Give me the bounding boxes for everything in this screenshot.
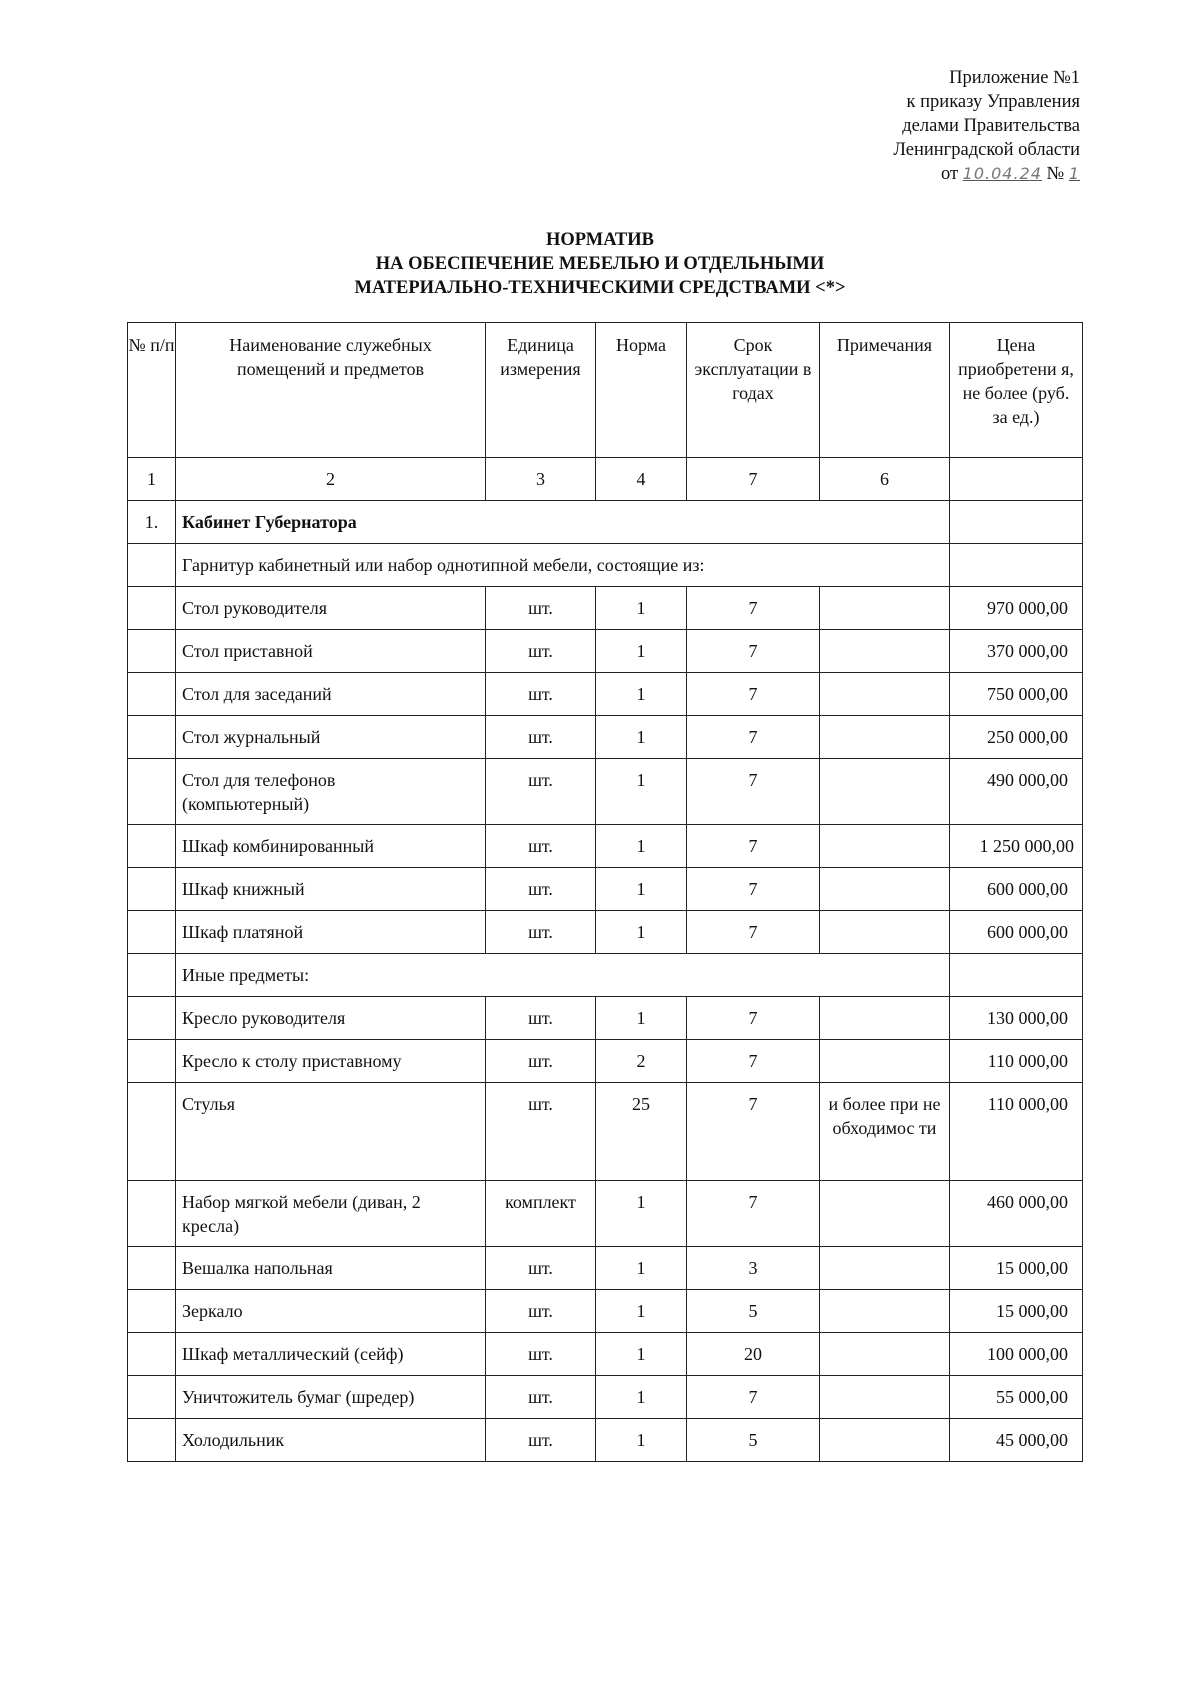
item-term: 7 — [687, 868, 820, 911]
item-norm: 1 — [596, 1181, 687, 1247]
item-price: 490 000,00 — [950, 759, 1083, 825]
item-price: 130 000,00 — [950, 997, 1083, 1040]
handwritten-number: 1 — [1068, 164, 1080, 183]
empty-cell — [128, 825, 176, 868]
appendix-line-1: Приложение №1 — [949, 68, 1080, 88]
item-name: Кресло к столу приставному — [176, 1040, 486, 1083]
title-line-2: НА ОБЕСПЕЧЕНИЕ МЕБЕЛЬЮ И ОТДЕЛЬНЫМИ — [375, 254, 825, 274]
item-term: 5 — [687, 1419, 820, 1462]
item-notes — [820, 1181, 950, 1247]
item-norm: 1 — [596, 1376, 687, 1419]
item-term: 7 — [687, 630, 820, 673]
item-price: 970 000,00 — [950, 587, 1083, 630]
title-line-1: НОРМАТИВ — [546, 230, 654, 250]
empty-cell — [128, 1419, 176, 1462]
empty-cell — [128, 630, 176, 673]
item-term: 7 — [687, 587, 820, 630]
handwritten-date: 10.04.24 — [962, 164, 1042, 183]
table-row — [128, 1290, 1083, 1333]
item-norm: 1 — [596, 587, 687, 630]
item-notes — [820, 1290, 950, 1333]
item-unit: шт. — [486, 825, 596, 868]
table-row — [128, 1083, 1083, 1181]
item-term: 5 — [687, 1290, 820, 1333]
table-header-row — [128, 323, 1083, 458]
item-notes — [820, 673, 950, 716]
section-number: 1. — [128, 501, 176, 544]
item-unit: шт. — [486, 1083, 596, 1181]
item-price: 110 000,00 — [950, 1083, 1083, 1181]
item-name: Стол для заседаний — [176, 673, 486, 716]
empty-cell — [128, 1247, 176, 1290]
item-norm: 1 — [596, 1333, 687, 1376]
table-row — [128, 587, 1083, 630]
item-norm: 1 — [596, 911, 687, 954]
item-unit: шт. — [486, 868, 596, 911]
item-price: 100 000,00 — [950, 1333, 1083, 1376]
table-row — [128, 1376, 1083, 1419]
header-price: Цена приобретени я, не более (руб. за ед.) — [950, 323, 1083, 458]
item-notes — [820, 1040, 950, 1083]
table-row — [128, 1181, 1083, 1247]
item-norm: 1 — [596, 868, 687, 911]
item-notes — [820, 868, 950, 911]
table-row — [128, 673, 1083, 716]
item-price: 750 000,00 — [950, 673, 1083, 716]
item-price: 15 000,00 — [950, 1247, 1083, 1290]
item-notes — [820, 1419, 950, 1462]
column-number: 2 — [176, 458, 486, 501]
table-row — [128, 1333, 1083, 1376]
empty-cell — [128, 673, 176, 716]
appendix-line-3: делами Правительства — [902, 116, 1080, 136]
table-row — [128, 1040, 1083, 1083]
item-term: 7 — [687, 1040, 820, 1083]
item-term: 7 — [687, 997, 820, 1040]
item-name: Набор мягкой мебели (диван, 2 кресла) — [176, 1181, 486, 1247]
table-row — [128, 911, 1083, 954]
item-unit: шт. — [486, 673, 596, 716]
item-notes — [820, 911, 950, 954]
header-term: Срок эксплуатации в годах — [687, 323, 820, 458]
item-name: Вешалка напольная — [176, 1247, 486, 1290]
empty-cell — [950, 954, 1083, 997]
item-notes — [820, 716, 950, 759]
item-term: 7 — [687, 716, 820, 759]
item-price: 15 000,00 — [950, 1290, 1083, 1333]
item-unit: шт. — [486, 1040, 596, 1083]
empty-cell — [128, 997, 176, 1040]
header-name: Наименование служебных помещений и предметов — [176, 323, 486, 458]
group-label-row — [128, 954, 1083, 997]
section-title: Кабинет Губернатора — [176, 501, 950, 544]
table-row — [128, 716, 1083, 759]
item-term: 7 — [687, 1083, 820, 1181]
item-notes — [820, 587, 950, 630]
item-norm: 1 — [596, 997, 687, 1040]
item-norm: 1 — [596, 1290, 687, 1333]
empty-cell — [950, 544, 1083, 587]
appendix-header — [893, 66, 1080, 186]
item-term: 7 — [687, 825, 820, 868]
item-notes — [820, 997, 950, 1040]
section-row — [128, 501, 1083, 544]
item-name: Шкаф комбинированный — [176, 825, 486, 868]
item-name: Стол руководителя — [176, 587, 486, 630]
item-notes — [820, 759, 950, 825]
item-term: 3 — [687, 1247, 820, 1290]
empty-cell — [128, 1376, 176, 1419]
header-norm: Норма — [596, 323, 687, 458]
item-unit: комплект — [486, 1181, 596, 1247]
item-term: 7 — [687, 911, 820, 954]
group-label: Гарнитур кабинетный или набор однотипной мебели, состоящие из: — [176, 544, 950, 587]
column-number: 7 — [687, 458, 820, 501]
empty-cell — [128, 716, 176, 759]
item-unit: шт. — [486, 716, 596, 759]
table-row — [128, 868, 1083, 911]
item-price: 45 000,00 — [950, 1419, 1083, 1462]
item-name: Холодильник — [176, 1419, 486, 1462]
empty-cell — [128, 759, 176, 825]
empty-cell — [128, 1333, 176, 1376]
column-number: 1 — [128, 458, 176, 501]
item-norm: 1 — [596, 673, 687, 716]
column-number: 3 — [486, 458, 596, 501]
item-term: 7 — [687, 673, 820, 716]
item-unit: шт. — [486, 1290, 596, 1333]
empty-cell — [128, 1083, 176, 1181]
item-norm: 1 — [596, 716, 687, 759]
empty-cell — [128, 954, 176, 997]
item-price: 55 000,00 — [950, 1376, 1083, 1419]
empty-cell — [950, 501, 1083, 544]
appendix-date-line — [893, 162, 1080, 186]
item-name: Шкаф платяной — [176, 911, 486, 954]
item-name: Шкаф металлический (сейф) — [176, 1333, 486, 1376]
item-unit: шт. — [486, 997, 596, 1040]
header-unit: Единица измерения — [486, 323, 596, 458]
item-term: 7 — [687, 759, 820, 825]
item-notes — [820, 825, 950, 868]
item-notes — [820, 1376, 950, 1419]
item-norm: 1 — [596, 1419, 687, 1462]
column-number: 6 — [820, 458, 950, 501]
item-name: Стол журнальный — [176, 716, 486, 759]
item-term: 7 — [687, 1376, 820, 1419]
item-unit: шт. — [486, 630, 596, 673]
item-notes: и более при необходимос ти — [820, 1083, 950, 1181]
empty-cell — [128, 1181, 176, 1247]
table-row — [128, 759, 1083, 825]
table-row — [128, 825, 1083, 868]
item-price: 110 000,00 — [950, 1040, 1083, 1083]
empty-cell — [128, 544, 176, 587]
item-norm: 1 — [596, 759, 687, 825]
group-label: Иные предметы: — [176, 954, 950, 997]
empty-cell — [128, 1040, 176, 1083]
item-norm: 2 — [596, 1040, 687, 1083]
empty-cell — [128, 868, 176, 911]
date-prefix: от — [940, 164, 959, 184]
number-prefix: № — [1046, 164, 1065, 184]
group-label-row — [128, 544, 1083, 587]
empty-cell — [128, 911, 176, 954]
item-notes — [820, 630, 950, 673]
item-price: 1 250 000,00 — [950, 825, 1083, 868]
item-price: 600 000,00 — [950, 911, 1083, 954]
column-number — [950, 458, 1083, 501]
item-norm: 1 — [596, 1247, 687, 1290]
item-unit: шт. — [486, 1376, 596, 1419]
table-row — [128, 997, 1083, 1040]
table-row — [128, 1419, 1083, 1462]
appendix-line-4: Ленинградской области — [893, 140, 1080, 160]
item-unit: шт. — [486, 1419, 596, 1462]
item-price: 460 000,00 — [950, 1181, 1083, 1247]
item-name: Зеркало — [176, 1290, 486, 1333]
column-numbers-row — [128, 458, 1083, 501]
item-norm: 25 — [596, 1083, 687, 1181]
item-notes — [820, 1247, 950, 1290]
item-name: Уничтожитель бумаг (шредер) — [176, 1376, 486, 1419]
item-name: Стол приставной — [176, 630, 486, 673]
item-unit: шт. — [486, 911, 596, 954]
item-term: 7 — [687, 1181, 820, 1247]
header-notes: Примечания — [820, 323, 950, 458]
item-name: Стол для телефонов (компьютерный) — [176, 759, 486, 825]
table-row — [128, 1247, 1083, 1290]
empty-cell — [128, 1290, 176, 1333]
item-unit: шт. — [486, 759, 596, 825]
item-name: Шкаф книжный — [176, 868, 486, 911]
item-unit: шт. — [486, 1333, 596, 1376]
item-price: 370 000,00 — [950, 630, 1083, 673]
item-unit: шт. — [486, 587, 596, 630]
item-price: 600 000,00 — [950, 868, 1083, 911]
item-unit: шт. — [486, 1247, 596, 1290]
item-term: 20 — [687, 1333, 820, 1376]
empty-cell — [128, 587, 176, 630]
table-row — [128, 630, 1083, 673]
item-notes — [820, 1333, 950, 1376]
title-line-3: МАТЕРИАЛЬНО-ТЕХНИЧЕСКИМИ СРЕДСТВАМИ <*> — [354, 278, 846, 298]
appendix-line-2: к приказу Управления — [906, 92, 1080, 112]
item-name: Стулья — [176, 1083, 486, 1181]
item-name: Кресло руководителя — [176, 997, 486, 1040]
document-title — [0, 228, 1200, 300]
norms-table — [127, 322, 1083, 1462]
header-num: № п/п — [128, 323, 176, 458]
item-norm: 1 — [596, 630, 687, 673]
item-price: 250 000,00 — [950, 716, 1083, 759]
item-norm: 1 — [596, 825, 687, 868]
column-number: 4 — [596, 458, 687, 501]
